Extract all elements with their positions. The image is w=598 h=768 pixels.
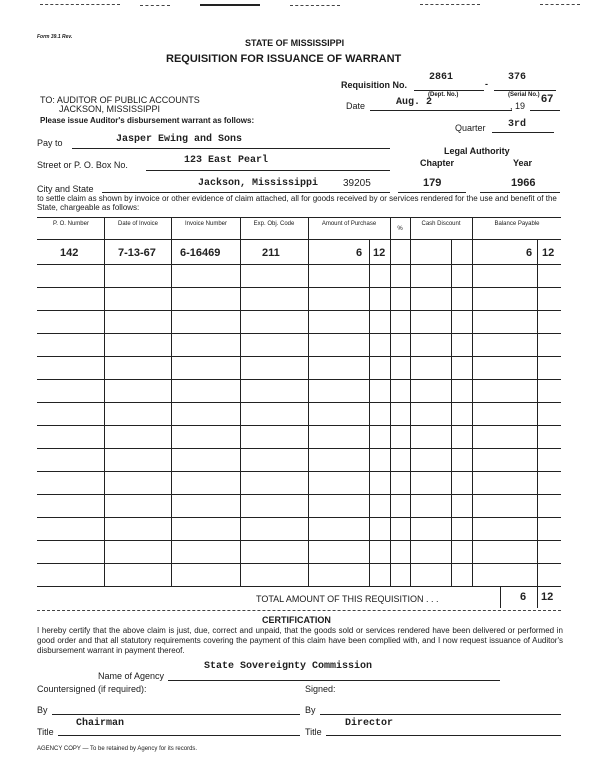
pay-to-line — [72, 148, 390, 149]
table-row-rule — [37, 425, 561, 426]
table-row-rule — [37, 333, 561, 334]
year-value: 67 — [541, 93, 554, 105]
table-col-divider — [104, 217, 105, 586]
scan-artifact — [420, 4, 480, 5]
legal-authority-label: Legal Authority — [444, 146, 510, 156]
agency-line — [168, 680, 500, 681]
table-col-divider — [308, 217, 309, 586]
table-cents-divider — [451, 239, 452, 586]
header-amount: Amount of Purchase — [321, 221, 377, 227]
table-header-rule — [37, 239, 561, 240]
invoice-number-value: 6-16469 — [180, 247, 221, 259]
table-row-rule — [37, 356, 561, 357]
balance-cents-value: 12 — [542, 247, 555, 259]
dept-no-line — [414, 90, 484, 91]
city-line — [102, 192, 390, 193]
pay-to-label: Pay to — [37, 138, 63, 148]
serial-no-caption: (Serial No.) — [508, 92, 540, 98]
street-value: 123 East Pearl — [184, 155, 269, 166]
table-cents-divider — [369, 239, 370, 586]
chapter-value: 179 — [423, 177, 442, 189]
table-col-divider — [472, 217, 473, 586]
countersigned-label: Countersigned (if required): — [37, 684, 147, 694]
total-dollars-value: 6 — [520, 591, 527, 603]
table-row-rule — [37, 540, 561, 541]
table-row-rule — [37, 379, 561, 380]
dept-no-value: 2861 — [429, 72, 454, 83]
left-title-value: Chairman — [76, 718, 125, 729]
right-title-value: Director — [345, 718, 394, 729]
settle-claim-text: to settle claim as shown by invoice or other evidence of claim attached, all for goods received by or services rendered for the use and benefit of the State, chargeable as follows: — [37, 194, 557, 212]
form-number: Form 39.1 Rev. — [37, 34, 73, 40]
scan-artifact — [290, 5, 340, 6]
dept-no-caption: (Dept. No.) — [428, 92, 459, 98]
right-title-line — [326, 735, 561, 736]
agency-value: State Sovereignty Commission — [204, 661, 373, 672]
table-bottom-rule — [37, 586, 561, 587]
table-col-divider — [390, 217, 391, 586]
quarter-label: Quarter — [455, 123, 486, 133]
to-auditor: TO: AUDITOR OF PUBLIC ACCOUNTS — [40, 95, 200, 105]
year-prefix: , 19 — [510, 101, 526, 111]
quarter-value: 3rd — [508, 119, 527, 130]
to-city: JACKSON, MISSISSIPPI — [59, 104, 161, 114]
table-row-rule — [37, 517, 561, 518]
pay-to-value: Jasper Ewing and Sons — [116, 134, 243, 145]
scan-artifact — [540, 4, 580, 5]
amount-cents-value: 12 — [373, 247, 386, 259]
certification-divider — [37, 610, 561, 611]
legal-year-line — [480, 192, 560, 193]
chapter-line — [398, 192, 466, 193]
date-line — [370, 110, 512, 111]
serial-no-value: 376 — [508, 72, 527, 83]
header-exp-obj-code: Exp. Obj. Code — [253, 221, 295, 227]
footer-note: AGENCY COPY — To be retained by Agency for its records. — [37, 746, 198, 752]
scan-artifact — [140, 5, 170, 6]
quarter-line — [492, 132, 554, 133]
date-label: Date — [346, 101, 366, 111]
requisition-dash: - — [485, 79, 488, 89]
street-label: Street or P. O. Box No. — [37, 160, 128, 170]
right-by-line — [320, 714, 561, 715]
table-row-rule — [37, 310, 561, 311]
table-row-rule — [37, 402, 561, 403]
agency-label: Name of Agency — [98, 671, 165, 681]
zip-value: 39205 — [343, 178, 371, 189]
table-row-rule — [37, 494, 561, 495]
table-col-divider — [410, 217, 411, 586]
amount-dollars-value: 6 — [356, 247, 363, 259]
table-row-rule — [37, 563, 561, 564]
po-number-value: 142 — [60, 247, 79, 259]
year-label: Year — [513, 158, 533, 168]
total-label: TOTAL AMOUNT OF THIS REQUISITION . . . — [256, 594, 439, 604]
left-by-label: By — [37, 705, 48, 715]
year-line — [530, 110, 560, 111]
right-by-label: By — [305, 705, 316, 715]
form-title: REQUISITION FOR ISSUANCE OF WARRANT — [166, 53, 402, 65]
table-row-rule — [37, 287, 561, 288]
header-percent: % — [397, 226, 403, 232]
table-row-rule — [37, 471, 561, 472]
left-title-line — [58, 735, 300, 736]
header-balance: Balance Payable — [494, 221, 540, 227]
header-invoice-date: Date of Invoice — [117, 221, 159, 227]
table-top-rule — [37, 217, 561, 218]
table-cents-divider — [537, 239, 538, 608]
exp-code-value: 211 — [262, 247, 280, 259]
serial-no-line — [494, 90, 556, 91]
table-row-rule — [37, 264, 561, 265]
header-po-number: P. O. Number — [53, 221, 89, 227]
left-by-line — [52, 714, 300, 715]
city-label: City and State — [37, 184, 94, 194]
header-cash-discount: Cash Discount — [421, 221, 461, 227]
balance-dollars-value: 6 — [526, 247, 533, 259]
state-heading: STATE OF MISSISSIPPI — [245, 38, 345, 48]
requisition-label: Requisition No. — [341, 80, 407, 90]
right-title-label: Title — [305, 727, 322, 737]
certification-heading: CERTIFICATION — [262, 615, 331, 625]
street-line — [146, 170, 390, 171]
header-invoice-number: Invoice Number — [184, 221, 228, 227]
scan-artifact — [200, 4, 260, 6]
total-divider — [500, 586, 501, 608]
legal-year-value: 1966 — [511, 177, 536, 189]
date-value: Aug. 2 — [396, 97, 433, 108]
chapter-label: Chapter — [420, 158, 455, 168]
scan-artifact — [40, 4, 120, 5]
signed-label: Signed: — [305, 684, 336, 694]
certification-text: I hereby certify that the above claim is just, due, correct and unpaid, that the goods sold or services rendered have been delivered or performed in good order and that all statutory requirements covering the payment of this claim have been complied with, and I now request issuance of Auditor's disbursement warrant in payment thereof. — [37, 626, 563, 655]
left-title-label: Title — [37, 727, 54, 737]
instruction-text: Please issue Auditor's disbursement warrant as follows: — [40, 116, 255, 125]
table-col-divider — [240, 217, 241, 586]
table-row-rule — [37, 448, 561, 449]
table-col-divider — [171, 217, 172, 586]
invoice-date-value: 7-13-67 — [118, 247, 156, 259]
city-value: Jackson, Mississippi — [198, 178, 319, 189]
total-cents-value: 12 — [541, 591, 554, 603]
